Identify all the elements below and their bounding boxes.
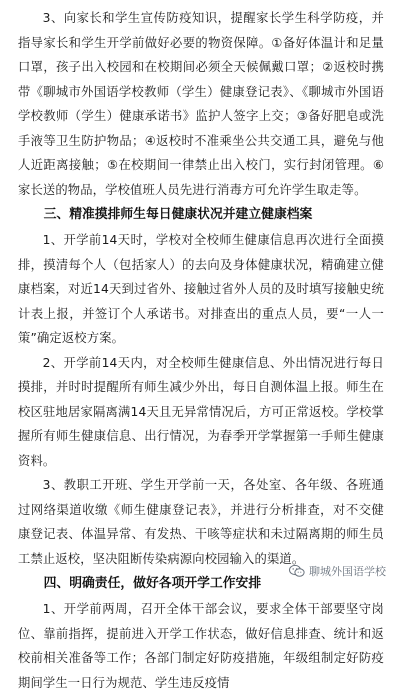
watermark-text: 聊城外国语学校	[309, 565, 386, 578]
paragraph-supplies: 3、向家长和学生宣传防疫知识，提醒家长学生科学防疫，并指导家长和学生开学前做好必要的物资保障。①备好体温计和足量口罩，孩子出入校园和在校期间必须全天候佩戴口罩；②返校时携带《聊城市外国语学校教师（学生）健康登记表》、《聊城市外国语学校教师（学生）健康承诺书》监护人签字上交；③备好肥皂或洗手液等卫生防护物品；④返校时不准乘坐公共交通工具，避免与他人近距离接触；⑤在校期间一律禁止出入校门，实行封闭管理。⑥家长送的物品，学校值班人员先进行消毒方可允许学生取走等。	[18, 11, 384, 197]
section-heading-4: 四、明确责任，做好各项开学工作安排	[43, 576, 262, 591]
paragraph-screening-1: 1、开学前14天时，学校对全校师生健康信息再次进行全面摸排，摸清每个人（包括家人）的去向及身体健康状况，精确建立健康档案，对近14天到过省外、接触过省外人员的及时填写接触史统计表上报，并签订个人承诺书。对排查出的重点人员，要“一人一策”确定返校方案。	[18, 233, 384, 345]
document-body	[18, 6, 384, 695]
paragraph-screening-3: 3、教职工开班、学生开学前一天，各处室、各年级、各班通过网络渠道收缴《师生健康登记表》，并进行分析排查，对不交健康登记表、体温异常、有发热、干咳等症状和未过隔离期的师生员工禁止返校，坚决阻断传染病源向校园输入的渠道。	[18, 478, 384, 566]
paragraph-screening-2: 2、开学前14天内，对全校师生健康信息、外出情况进行每日摸排，并时时提醒所有师生减少外出，每日自测体温上报。师生在校区驻地居家隔离满14天且无异常情况后，方可正常返校。学校掌握所有师生健康信息、出行情况，为春季开学掌握第一手师生健康资料。	[18, 355, 384, 468]
paragraph-responsibility-1: 1、开学前两周，召开全体干部会议，要求全体干部要坚守岗位、靠前指挥，提前进入开学工作状态，做好信息排查、统计和返校前相关准备等工作；各部门制定好防疫措施，年级组制定好防疫期间学生一日行为规范、学生违反疫情	[18, 602, 384, 690]
watermark	[289, 563, 386, 579]
section-heading-3: 三、精准摸排师生每日健康状况并建立健康档案	[43, 207, 313, 222]
wechat-icon	[289, 564, 305, 578]
